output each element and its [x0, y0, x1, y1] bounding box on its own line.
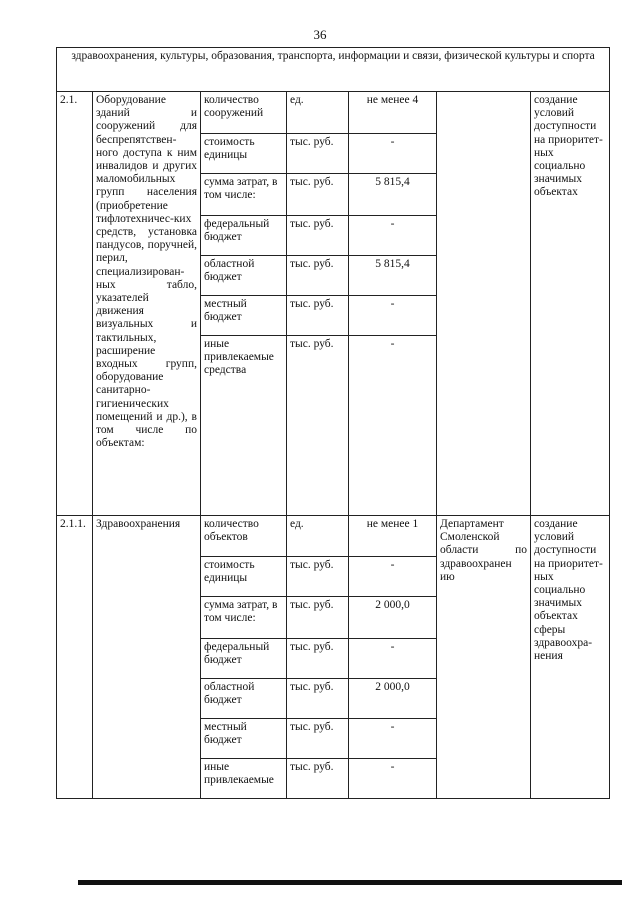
page-bottom-rule — [78, 880, 622, 885]
param-unit: тыс. руб. — [287, 597, 349, 639]
param-value: не менее 4 — [349, 92, 437, 134]
param-value: - — [349, 296, 437, 336]
page-number: 36 — [313, 27, 327, 42]
param-name: иные привлекаемые — [201, 759, 287, 799]
param-value: - — [349, 134, 437, 174]
param-name: сумма затрат, в том числе: — [201, 174, 287, 216]
param-name: областной бюджет — [201, 679, 287, 719]
param-value: 2 000,0 — [349, 679, 437, 719]
param-unit: тыс. руб. — [287, 296, 349, 336]
param-name: количество сооружений — [201, 92, 287, 134]
param-value: - — [349, 336, 437, 516]
row-description: Здравоохранения — [93, 516, 201, 799]
param-unit: тыс. руб. — [287, 134, 349, 174]
param-value: - — [349, 557, 437, 597]
program-table — [56, 47, 610, 799]
param-value: не менее 1 — [349, 516, 437, 557]
table-row — [57, 516, 610, 557]
param-value: 2 000,0 — [349, 597, 437, 639]
param-unit: тыс. руб. — [287, 639, 349, 679]
param-unit: тыс. руб. — [287, 174, 349, 216]
param-name: областной бюджет — [201, 256, 287, 296]
param-name: местный бюджет — [201, 296, 287, 336]
table-row — [57, 92, 610, 134]
param-unit: тыс. руб. — [287, 679, 349, 719]
param-value: - — [349, 759, 437, 799]
param-unit: тыс. руб. — [287, 557, 349, 597]
row-description: Оборудование зданий и сооружений для беспрепятствен-ного доступа к ним инвалидов и других маломобильных групп населения (приобретение тифлотехничес-ких средств, установка пандусов, поручней, перил, специализирован-ных табло, указателей движения визуальных и тактильных, расширение входных групп, оборудование санитарно-гигиенических помещений и др.), в том числе по объектам: — [93, 92, 201, 516]
param-name: сумма затрат, в том числе: — [201, 597, 287, 639]
expected-result: создание условий доступности на приоритет-ных социально значимых объектах — [531, 92, 610, 516]
param-name: федеральный бюджет — [201, 216, 287, 256]
section-header-row — [57, 48, 610, 92]
param-unit: тыс. руб. — [287, 216, 349, 256]
param-unit: ед. — [287, 516, 349, 557]
section-header: здравоохранения, культуры, образования, транспорта, информации и связи, физической культуры и спорта — [57, 48, 610, 92]
param-value: 5 815,4 — [349, 174, 437, 216]
param-unit: тыс. руб. — [287, 759, 349, 799]
param-unit: тыс. руб. — [287, 719, 349, 759]
param-value: 5 815,4 — [349, 256, 437, 296]
row-number: 2.1.1. — [57, 516, 93, 799]
responsible-department — [437, 92, 531, 516]
responsible-department: Департамент Смоленской области по здравоохранен ию — [437, 516, 531, 799]
param-name: стоимость единицы — [201, 557, 287, 597]
param-value: - — [349, 719, 437, 759]
expected-result: создание условий доступности на приоритет-ных социально значимых объектах сферы здравоохра-нения — [531, 516, 610, 799]
row-number: 2.1. — [57, 92, 93, 516]
param-unit: тыс. руб. — [287, 336, 349, 516]
param-name: местный бюджет — [201, 719, 287, 759]
param-unit: ед. — [287, 92, 349, 134]
param-name: иные привлекаемые средства — [201, 336, 287, 516]
param-name: федеральный бюджет — [201, 639, 287, 679]
param-name: количество объектов — [201, 516, 287, 557]
param-name: стоимость единицы — [201, 134, 287, 174]
param-value: - — [349, 639, 437, 679]
param-unit: тыс. руб. — [287, 256, 349, 296]
param-value: - — [349, 216, 437, 256]
